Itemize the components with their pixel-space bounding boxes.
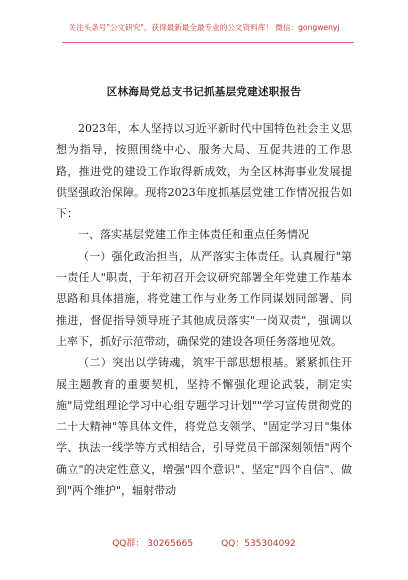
document-title: 区林海局党总支书记抓基层党建述职报告 [106, 86, 302, 98]
header-divider [62, 42, 354, 43]
footer-qq: QQ：535304092 [221, 539, 296, 549]
document-body [56, 118, 352, 501]
section-heading: 一、落实基层党建工作主体责任和重点任务情况 [78, 228, 309, 242]
paragraph-section-1: （一）强化政治担当，从严落实主体责任。认真履行"第一责任人"职责，于年初召开会议研究部署全年党建工作基本思路和具体措施，将党建工作与业务工作同谋划同部署、同推进，督促指导领导班子其他成员落实"一岗双责"，强调以上率下，抓好示范带动，确保党的建设各项任务落地见效。 [56, 249, 352, 348]
paragraph-intro: 2023年，本人坚持以习近平新时代中国特色社会主义思想为指导，按照围绕中心、服务大局、互促共进的工作思路，推进党的建设工作取得新成效，为全区林海事业发展提供坚强政治保障。现将2023年度抓基层党建工作情况报告如下： [56, 122, 352, 221]
paragraph-section-2: （二）突出以学铸魂，筑牢干部思想根基。紧紧抓住开展主题教育的重要契机，坚持不懈强化理论武装，制定实施"局党组理论学习中心组专题学习计划""学习宣传贯彻党的二十大精神"等具体文件，将党总支领学、"固定学习日"集体学、执法一线学等方式相结合，引导党员干部深刻领悟"两个确立"的决定性意义，增强"四个意识"、坚定"四个自信"、做到"两个维护"，辐射带动 [56, 356, 352, 498]
header-banner: 关注头条号"公文研究"，获得最新最全最专业的公文资料库！ 微信：gongwenyj [68, 23, 340, 32]
footer-qq-group: QQ群： 30265665 [112, 539, 194, 549]
footer-contact [0, 536, 408, 549]
